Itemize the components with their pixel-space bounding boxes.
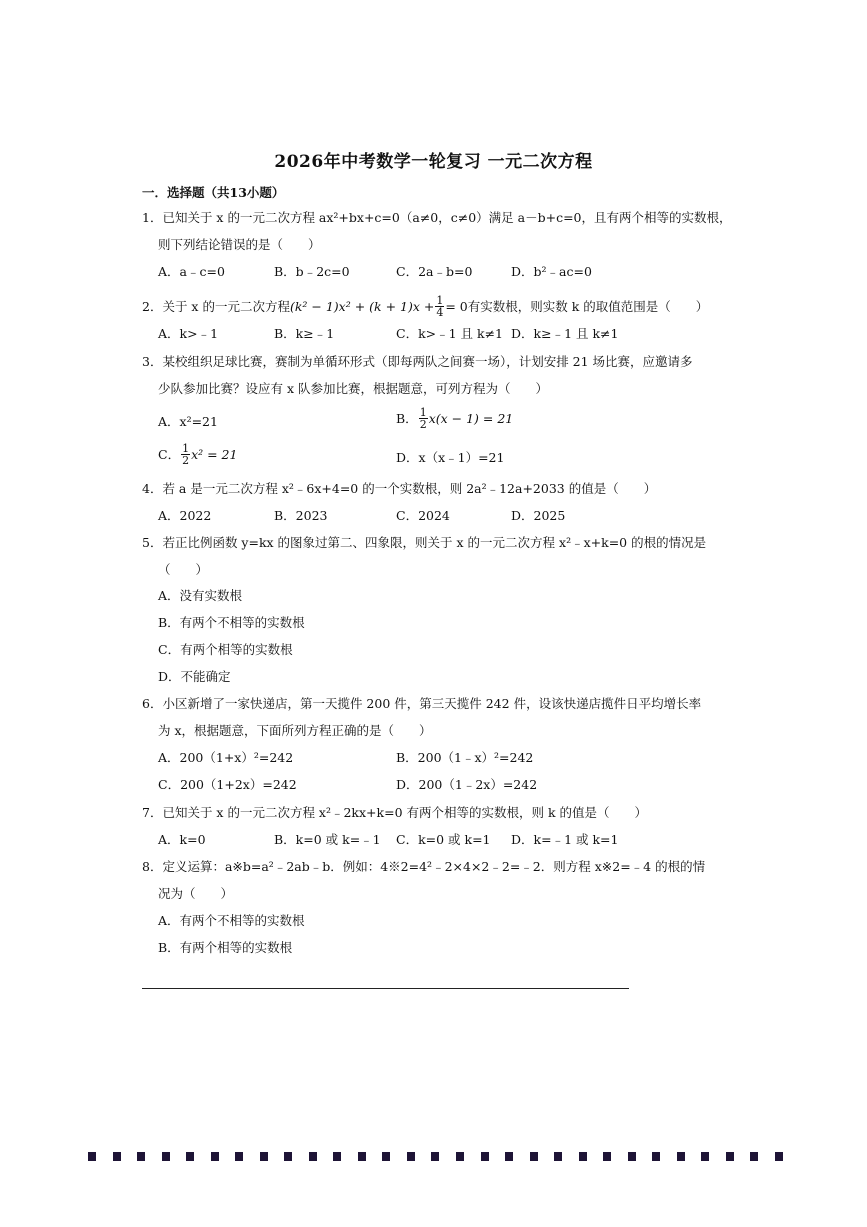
q2-fraction-numerator: 1 xyxy=(436,294,444,307)
border-dot xyxy=(701,1152,709,1161)
q4-option-b: B．2023 xyxy=(274,508,328,523)
q1-option-c: C．2a﹣b=0 xyxy=(396,264,473,279)
q4-option-a: A．2022 xyxy=(158,508,212,523)
q3-option-c-denominator: 2 xyxy=(182,454,190,467)
q2-suffix: 有实数根，则实数 k 的取值范围是（ ） xyxy=(467,298,709,314)
question-5-line-2: （ ） xyxy=(158,562,209,577)
q4-option-c: C．2024 xyxy=(396,508,450,523)
border-dot xyxy=(726,1152,734,1161)
question-6-line-2: 为 x，根据题意，下面所列方程正确的是（ ） xyxy=(158,723,432,738)
q3-option-b-label: B． xyxy=(396,410,418,426)
q7-option-b: B．k=0 或 k=﹣1 xyxy=(274,832,381,847)
border-dot xyxy=(186,1152,194,1161)
border-dot xyxy=(309,1152,317,1161)
border-dot xyxy=(431,1152,439,1161)
border-dot xyxy=(481,1152,489,1161)
border-dot xyxy=(407,1152,415,1161)
border-dot xyxy=(750,1152,758,1161)
q3-option-c-label: C． xyxy=(158,446,181,462)
q3-option-b-numerator: 1 xyxy=(419,406,427,419)
q3-option-a: A．x²=21 xyxy=(158,414,218,429)
border-dot xyxy=(284,1152,292,1161)
border-dot xyxy=(113,1152,121,1161)
border-dot xyxy=(211,1152,219,1161)
question-1-line-1: 1．已知关于 x 的一元二次方程 ax²+bx+c=0（a≠0，c≠0）满足 a－b+c=0，且有两个相等的实数根， xyxy=(142,210,732,225)
q5-option-a: A．没有实数根 xyxy=(158,588,243,603)
border-dot xyxy=(333,1152,341,1161)
q7-option-c: C．k=0 或 k=1 xyxy=(396,832,491,847)
border-dot xyxy=(652,1152,660,1161)
q6-option-c: C．200（1+2x）=242 xyxy=(158,777,297,792)
q6-option-b: B．200（1﹣x）²=242 xyxy=(396,750,534,765)
q3-option-c-numerator: 1 xyxy=(182,442,190,455)
q2-option-b: B．k≥﹣1 xyxy=(274,326,335,341)
q5-option-d: D．不能确定 xyxy=(158,669,231,684)
q3-option-c-expression: x² = 21 xyxy=(191,446,238,462)
q8-option-a: A．有两个不相等的实数根 xyxy=(158,913,305,928)
document-title: 2026年中考数学一轮复习 一元二次方程 xyxy=(274,152,593,172)
question-4-line: 4．若 a 是一元二次方程 x²﹣6x+4=0 的一个实数根，则 2a²﹣12a+2033 的值是（ ） xyxy=(142,481,657,496)
question-3-line-1: 3．某校组织足球比赛，赛制为单循环形式（即每两队之间赛一场），计划安排 21 场比赛，应邀请多 xyxy=(142,354,693,369)
q7-option-d: D．k=﹣1 或 k=1 xyxy=(511,832,619,847)
question-2-line xyxy=(142,295,708,318)
q2-option-a: A．k>﹣1 xyxy=(158,326,219,341)
question-8-line-1: 8．定义运算：a※b=a²﹣2ab﹣b．例如：4※2=4²﹣2×4×2﹣2=﹣2．则方程 x※2=﹣4 的根的情 xyxy=(142,859,706,874)
q2-fraction xyxy=(435,295,444,318)
footnote-divider xyxy=(142,988,629,989)
border-dot xyxy=(677,1152,685,1161)
q2-equation: (k² − 1)x² + (k + 1)x + xyxy=(289,298,435,314)
q3-option-b-expression: x(x − 1) = 21 xyxy=(428,410,514,426)
border-dot xyxy=(554,1152,562,1161)
q2-fraction-denominator: 4 xyxy=(436,306,444,319)
page-border-dots xyxy=(88,1152,783,1162)
q6-option-d: D．200（1﹣2x）=242 xyxy=(396,777,538,792)
question-5-line-1: 5．若正比例函数 y=kx 的图象过第二、四象限，则关于 x 的一元二次方程 x²﹣x+k=0 的根的情况是 xyxy=(142,535,707,550)
border-dot xyxy=(775,1152,783,1161)
q2-equation-end: = 0 xyxy=(445,298,468,314)
q3-option-c xyxy=(158,443,237,466)
question-6-line-1: 6．小区新增了一家快递店，第一天揽件 200 件，第三天揽件 242 件，设该快递店揽件日平均增长率 xyxy=(142,696,702,711)
border-dot xyxy=(137,1152,145,1161)
border-dot xyxy=(603,1152,611,1161)
q2-prefix: 2．关于 x 的一元二次方程 xyxy=(142,298,290,314)
q2-option-d: D．k≥﹣1 且 k≠1 xyxy=(511,326,619,341)
question-3-line-2: 少队参加比赛？设应有 x 队参加比赛，根据题意，可列方程为（ ） xyxy=(158,381,548,396)
q3-option-b-fraction xyxy=(419,407,428,430)
q8-option-b: B．有两个相等的实数根 xyxy=(158,940,293,955)
border-dot xyxy=(260,1152,268,1161)
border-dot xyxy=(628,1152,636,1161)
q1-option-a: A．a﹣c=0 xyxy=(158,264,225,279)
q1-option-d: D．b²﹣ac=0 xyxy=(511,264,592,279)
q5-option-b: B．有两个不相等的实数根 xyxy=(158,615,305,630)
q3-option-c-fraction xyxy=(181,443,190,466)
border-dot xyxy=(358,1152,366,1161)
border-dot xyxy=(88,1152,96,1161)
q2-option-c: C．k>﹣1 且 k≠1 xyxy=(396,326,504,341)
q3-option-b-denominator: 2 xyxy=(419,418,427,431)
border-dot xyxy=(505,1152,513,1161)
border-dot xyxy=(579,1152,587,1161)
border-dot xyxy=(456,1152,464,1161)
q4-option-d: D．2025 xyxy=(511,508,566,523)
border-dot xyxy=(382,1152,390,1161)
q3-option-d: D．x（x﹣1）=21 xyxy=(396,450,505,465)
q7-option-a: A．k=0 xyxy=(158,832,206,847)
q1-option-b: B．b﹣2c=0 xyxy=(274,264,350,279)
question-8-line-2: 况为（ ） xyxy=(158,886,234,901)
section-heading: 一．选择题（共13小题） xyxy=(142,185,285,200)
q3-option-b xyxy=(396,407,513,430)
question-1-line-2: 则下列结论错误的是（ ） xyxy=(158,237,321,252)
border-dot xyxy=(235,1152,243,1161)
border-dot xyxy=(162,1152,170,1161)
q6-option-a: A．200（1+x）²=242 xyxy=(158,750,294,765)
border-dot xyxy=(530,1152,538,1161)
q5-option-c: C．有两个相等的实数根 xyxy=(158,642,293,657)
question-7-line: 7．已知关于 x 的一元二次方程 x²﹣2kx+k=0 有两个相等的实数根，则 k 的值是（ ） xyxy=(142,805,648,820)
